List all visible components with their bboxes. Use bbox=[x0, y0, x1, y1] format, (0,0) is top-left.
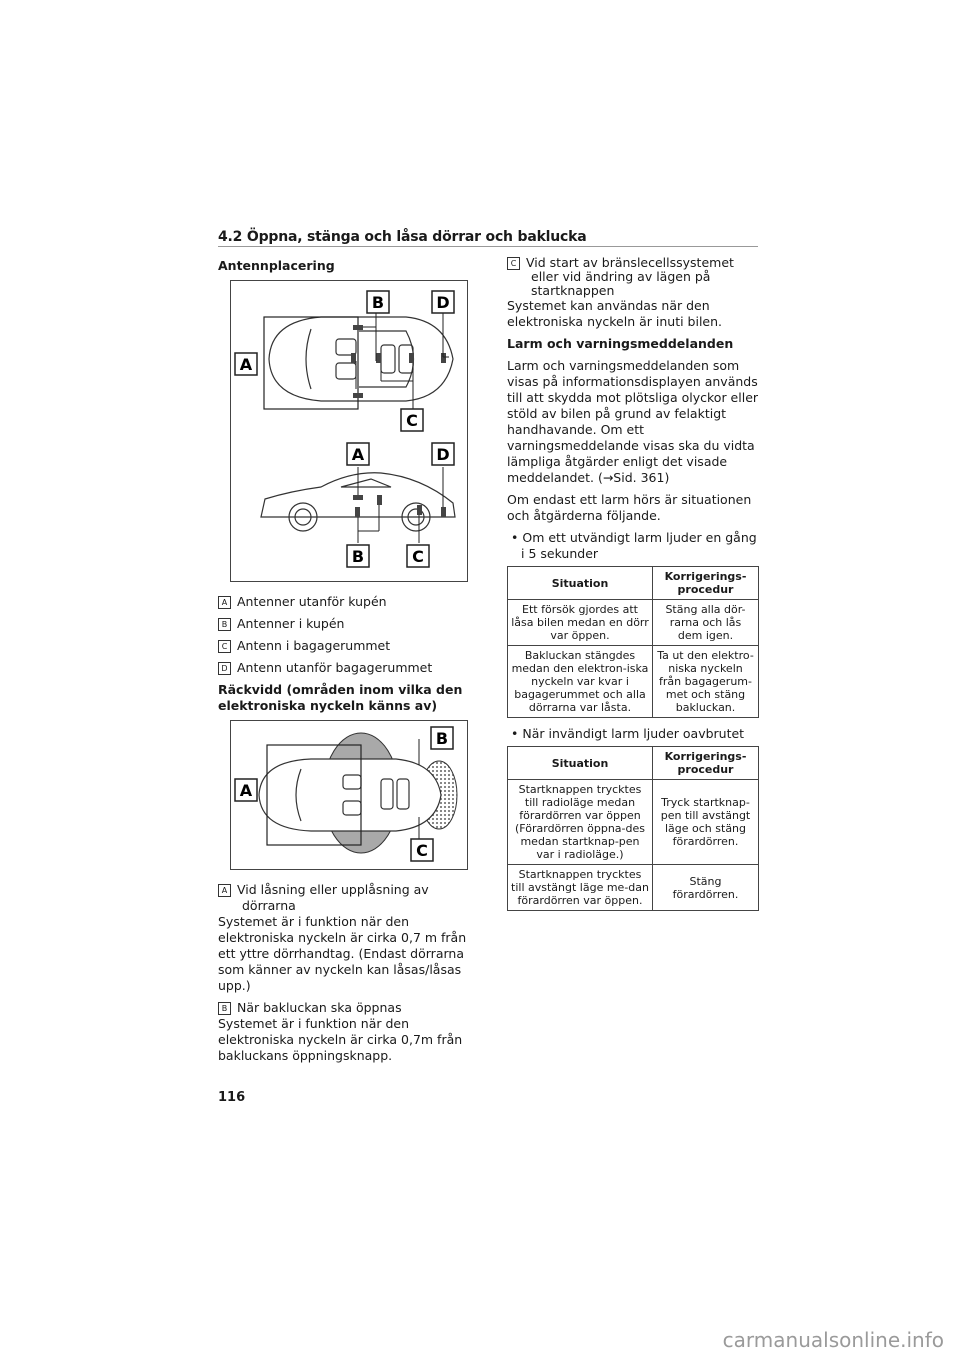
car-top-view-range bbox=[259, 759, 441, 831]
label-box-c-range bbox=[411, 839, 433, 861]
label-c-side: C bbox=[412, 547, 424, 566]
section-title: 4.2 Öppna, stänga och låsa dörrar och baklucka bbox=[218, 229, 587, 245]
label-a-top: A bbox=[239, 355, 253, 374]
section-header bbox=[218, 226, 758, 247]
legend-text: Antenner utanför kupén bbox=[237, 594, 387, 609]
page-number: 116 bbox=[218, 1090, 246, 1105]
label-b-side: B bbox=[351, 547, 365, 566]
bullet-internal-alarm: • När invändigt larm ljuder oavbrutet bbox=[511, 726, 745, 741]
item-a bbox=[218, 882, 470, 994]
table-internal-alarm bbox=[507, 746, 759, 911]
label-box-a-range bbox=[235, 779, 257, 801]
label-box-d-side bbox=[432, 443, 454, 465]
table-cell: Tryck startknap-pen till avstängt läge och stäng förardörren. bbox=[653, 780, 759, 865]
item-b-letter: B bbox=[218, 1002, 231, 1015]
label-c-range: C bbox=[416, 841, 428, 860]
th-situation: Situation bbox=[508, 567, 653, 600]
label-box-a-side bbox=[347, 443, 369, 465]
item-c-title: Vid start av bränslecellssystemet eller vid ändring av lägen på startknappen bbox=[526, 255, 734, 298]
item-b-body: Systemet är i funktion när den elektroniska nyckeln är cirka 0,7m från bakluckans öppningsknapp. bbox=[218, 1016, 463, 1063]
legend-item-c bbox=[218, 638, 470, 654]
heading-range: Räckvidd (områden inom vilka den elektroniska nyckeln känns av) bbox=[218, 682, 463, 713]
label-c-top: C bbox=[406, 411, 418, 430]
table-cell: Bakluckan stängdes medan den elektron-iska nyckeln var kvar i bagagerummet och alla dörrarna var låsta. bbox=[508, 646, 653, 718]
watermark: carmanualsonline.info bbox=[722, 1328, 944, 1352]
label-box-c-side bbox=[407, 545, 429, 567]
bullet-text: När invändigt larm ljuder oavbrutet bbox=[522, 726, 745, 741]
table-external-alarm bbox=[507, 566, 759, 718]
table-cell: Startknappen trycktes till radioläge medan förardörren var öppen (Förardörren öppna-des medan startknap-pen var i radioläge.) bbox=[508, 780, 653, 865]
label-box-b-side bbox=[347, 545, 369, 567]
label-a-side: A bbox=[351, 445, 365, 464]
left-column bbox=[218, 258, 470, 1070]
table-row bbox=[508, 865, 759, 911]
label-box-d-top bbox=[432, 291, 454, 313]
th-procedure: Korrigerings-procedur bbox=[653, 747, 759, 780]
label-box-b-range bbox=[431, 727, 453, 749]
table-cell: Ta ut den elektro-niska nyckeln från bagagerum-met och stäng bakluckan. bbox=[653, 646, 759, 718]
table-row bbox=[508, 780, 759, 865]
legend-text: Antenn i bagagerummet bbox=[237, 638, 391, 653]
table-cell: Stäng förardörren. bbox=[653, 865, 759, 911]
label-b-range: B bbox=[435, 729, 449, 748]
label-box-b-top bbox=[367, 291, 389, 313]
legend-item-a bbox=[218, 594, 470, 610]
item-a-title: Vid låsning eller upplåsning av dörrarna bbox=[237, 882, 429, 913]
table-header-row bbox=[508, 567, 759, 600]
antenna-diagram bbox=[231, 281, 467, 581]
item-a-body: Systemet är i funktion när den elektroniska nyckeln är cirka 0,7 m från ett yttre dörrhandtag. (Endast dörrarna som känner av nyckeln kan låsas/låsas upp.) bbox=[218, 914, 467, 993]
heading-antenna: Antennplacering bbox=[218, 258, 335, 273]
label-b-top: B bbox=[371, 293, 385, 312]
bullet-external-alarm: • Om ett utvändigt larm ljuder en gång i 5 sekunder bbox=[511, 530, 757, 561]
item-a-letter: A bbox=[218, 884, 231, 897]
th-situation: Situation bbox=[508, 747, 653, 780]
legend-item-b bbox=[218, 616, 470, 632]
legend-letter: B bbox=[218, 618, 231, 631]
table-header-row bbox=[508, 747, 759, 780]
range-figure bbox=[230, 720, 468, 870]
range-diagram bbox=[231, 721, 467, 869]
label-box-a-top bbox=[235, 353, 257, 375]
item-b-title: När bakluckan ska öppnas bbox=[237, 1000, 402, 1015]
table-cell: Ett försök gjordes att låsa bilen medan en dörr var öppen. bbox=[508, 600, 653, 646]
legend-letter: D bbox=[218, 662, 231, 675]
label-d-side: D bbox=[436, 445, 450, 464]
table-cell: Startknappen trycktes till avstängt läge me-dan förardörren var öppen. bbox=[508, 865, 653, 911]
legend-item-d bbox=[218, 660, 470, 676]
table-row bbox=[508, 646, 759, 718]
label-box-c-top bbox=[401, 409, 423, 431]
item-c-letter: C bbox=[507, 257, 520, 270]
alarm-body-2: Om endast ett larm hörs är situationen och åtgärderna följande. bbox=[507, 492, 752, 523]
legend-letter: A bbox=[218, 596, 231, 609]
heading-alarm: Larm och varningsmeddelanden bbox=[507, 336, 734, 351]
th-procedure: Korrigerings-procedur bbox=[653, 567, 759, 600]
item-b bbox=[218, 1000, 470, 1064]
label-d-top: D bbox=[436, 293, 450, 312]
legend-text: Antenner i kupén bbox=[237, 616, 345, 631]
alarm-body: Larm och varningsmeddelanden som visas på informationsdisplayen används till att skydda mot plötsliga olyckor eller stöld av bilen på grund av felaktigt handhavande. Om ett varningsmeddelande visas ska du vidta lämpliga åtgärder enligt det visade meddelandet. (→Sid. 361) bbox=[507, 358, 759, 485]
legend-text: Antenn utanför bagagerummet bbox=[237, 660, 433, 675]
legend-letter: C bbox=[218, 640, 231, 653]
right-column bbox=[507, 256, 759, 919]
item-c bbox=[507, 256, 759, 330]
label-a-range: A bbox=[239, 781, 253, 800]
item-c-body: Systemet kan användas när den elektroniska nyckeln är inuti bilen. bbox=[507, 298, 723, 329]
table-cell: Stäng alla dör-rarna och lås dem igen. bbox=[653, 600, 759, 646]
table-row bbox=[508, 600, 759, 646]
bullet-text: Om ett utvändigt larm ljuder en gång i 5 sekunder bbox=[521, 530, 757, 561]
antenna-figure bbox=[230, 280, 468, 582]
